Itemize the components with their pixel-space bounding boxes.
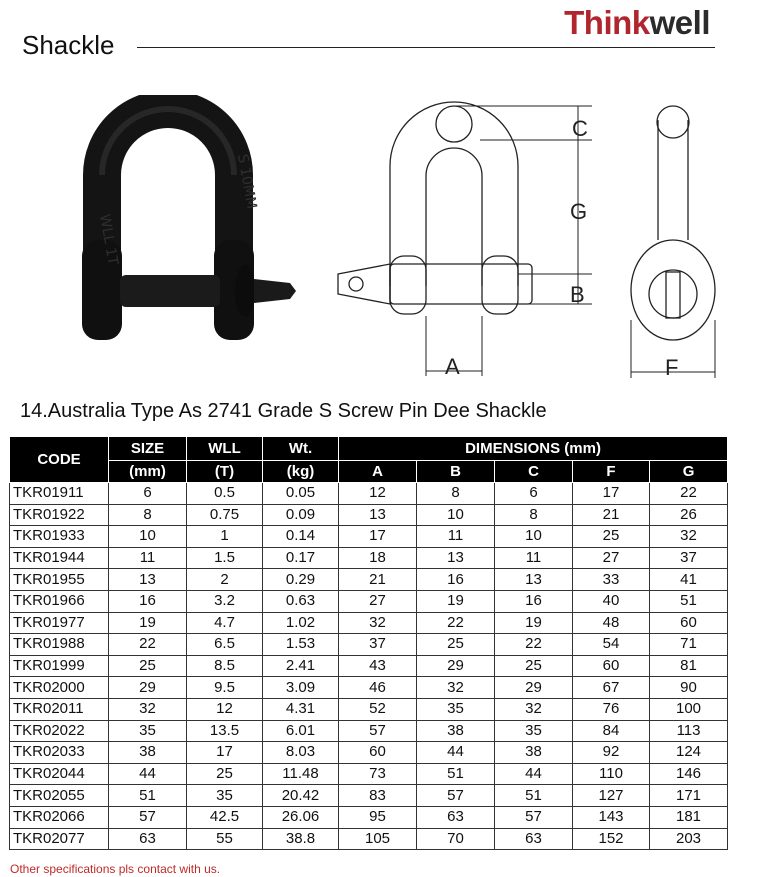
table-cell: 63 (495, 828, 573, 850)
brand-logo-part1: Think (564, 4, 650, 41)
table-cell: 48 (573, 612, 650, 634)
table-cell: 6.5 (187, 634, 263, 656)
svg-text:WLL 1T: WLL 1T (96, 212, 121, 267)
table-cell: 0.14 (263, 526, 339, 548)
table-cell: 57 (109, 806, 187, 828)
table-cell: 95 (339, 806, 417, 828)
brand-logo-part2: well (649, 4, 710, 41)
table-cell: 25 (109, 655, 187, 677)
table-cell: 32 (339, 612, 417, 634)
table-row (10, 612, 728, 634)
table-cell: 8.5 (187, 655, 263, 677)
table-cell: 181 (650, 806, 728, 828)
table-cell: TKR01955 (10, 569, 109, 591)
table-cell: 152 (573, 828, 650, 850)
table-cell: 105 (339, 828, 417, 850)
header-weight-unit: (kg) (263, 461, 339, 483)
table-cell: 19 (495, 612, 573, 634)
table-cell: 60 (650, 612, 728, 634)
table-cell: 20.42 (263, 785, 339, 807)
table-cell: TKR01999 (10, 655, 109, 677)
table-cell: 3.09 (263, 677, 339, 699)
table-cell: 17 (187, 742, 263, 764)
table-cell: 54 (573, 634, 650, 656)
header-wll-unit: (T) (187, 461, 263, 483)
table-cell: 51 (417, 763, 495, 785)
table-cell: 13 (495, 569, 573, 591)
table-cell: 21 (573, 504, 650, 526)
table-cell: 38 (109, 742, 187, 764)
table-cell: 124 (650, 742, 728, 764)
table-cell: 25 (573, 526, 650, 548)
table-cell: 51 (109, 785, 187, 807)
table-cell: 29 (109, 677, 187, 699)
table-cell: 32 (417, 677, 495, 699)
table-cell: 63 (109, 828, 187, 850)
table-cell: TKR02000 (10, 677, 109, 699)
header-code: CODE (10, 437, 109, 483)
table-row (10, 590, 728, 612)
table-cell: 57 (339, 720, 417, 742)
table-row (10, 806, 728, 828)
table-cell: 60 (339, 742, 417, 764)
table-cell: 0.05 (263, 483, 339, 505)
table-cell: 38 (417, 720, 495, 742)
table-cell: 1.53 (263, 634, 339, 656)
table-cell: TKR01988 (10, 634, 109, 656)
table-cell: TKR01944 (10, 547, 109, 569)
table-cell: 35 (495, 720, 573, 742)
table-cell: 71 (650, 634, 728, 656)
table-cell: 11 (109, 547, 187, 569)
table-cell: 22 (650, 483, 728, 505)
table-cell: 16 (495, 590, 573, 612)
table-cell: 40 (573, 590, 650, 612)
table-row (10, 785, 728, 807)
table-cell: 63 (417, 806, 495, 828)
table-cell: 67 (573, 677, 650, 699)
table-cell: 19 (109, 612, 187, 634)
header-wll: WLL (187, 437, 263, 461)
table-cell: 19 (417, 590, 495, 612)
table-cell: 25 (187, 763, 263, 785)
table-cell: 0.17 (263, 547, 339, 569)
table-cell: TKR01911 (10, 483, 109, 505)
table-cell: 16 (109, 590, 187, 612)
header-dim-c: C (495, 461, 573, 483)
table-cell: 27 (339, 590, 417, 612)
table-cell: TKR01933 (10, 526, 109, 548)
table-cell: 0.75 (187, 504, 263, 526)
table-cell: TKR02066 (10, 806, 109, 828)
table-cell: 73 (339, 763, 417, 785)
table-cell: 27 (573, 547, 650, 569)
header-dim-b: B (417, 461, 495, 483)
table-cell: 29 (495, 677, 573, 699)
table-cell: 26.06 (263, 806, 339, 828)
table-row (10, 742, 728, 764)
table-cell: 25 (417, 634, 495, 656)
table-cell: 9.5 (187, 677, 263, 699)
table-cell: 84 (573, 720, 650, 742)
svg-text:S 10MM: S 10MM (234, 152, 260, 211)
header-weight: Wt. (263, 437, 339, 461)
table-cell: 11.48 (263, 763, 339, 785)
table-cell: 37 (650, 547, 728, 569)
table-cell: TKR01922 (10, 504, 109, 526)
table-cell: 33 (573, 569, 650, 591)
table-cell: 3.2 (187, 590, 263, 612)
table-row (10, 677, 728, 699)
table-cell: 10 (495, 526, 573, 548)
table-cell: 0.63 (263, 590, 339, 612)
table-cell: 6 (495, 483, 573, 505)
shackle-photo (60, 95, 310, 370)
dimension-label-a: A (445, 354, 460, 379)
table-cell: 13 (339, 504, 417, 526)
header-size: SIZE (109, 437, 187, 461)
table-cell: 29 (417, 655, 495, 677)
table-cell: 92 (573, 742, 650, 764)
table-cell: 22 (417, 612, 495, 634)
dimension-label-c: C (572, 116, 588, 141)
table-cell: 18 (339, 547, 417, 569)
brand-logo (564, 4, 710, 42)
table-cell: 37 (339, 634, 417, 656)
table-cell: 44 (109, 763, 187, 785)
table-cell: 100 (650, 698, 728, 720)
table-cell: 0.09 (263, 504, 339, 526)
table-cell: 60 (573, 655, 650, 677)
page-title: Shackle (22, 30, 115, 60)
table-cell: 203 (650, 828, 728, 850)
table-cell: 1 (187, 526, 263, 548)
table-cell: 2 (187, 569, 263, 591)
table-cell: TKR02022 (10, 720, 109, 742)
header-dim-g: G (650, 461, 728, 483)
table-cell: 143 (573, 806, 650, 828)
table-cell: 83 (339, 785, 417, 807)
dimension-label-b: B (570, 282, 585, 307)
table-row (10, 828, 728, 850)
table-cell: 32 (650, 526, 728, 548)
table-row (10, 634, 728, 656)
header-dim-f: F (573, 461, 650, 483)
table-cell: 113 (650, 720, 728, 742)
dimension-label-g: G (570, 199, 588, 224)
table-cell: TKR02077 (10, 828, 109, 850)
table-row (10, 720, 728, 742)
table-cell: 52 (339, 698, 417, 720)
table-cell: 46 (339, 677, 417, 699)
table-cell: 13.5 (187, 720, 263, 742)
side-view-drawing (628, 100, 728, 380)
table-cell: 35 (417, 698, 495, 720)
table-cell: 43 (339, 655, 417, 677)
table-row (10, 763, 728, 785)
table-cell: 1.5 (187, 547, 263, 569)
table-cell: 70 (417, 828, 495, 850)
table-cell: 22 (495, 634, 573, 656)
table-cell: 8 (109, 504, 187, 526)
table-row (10, 547, 728, 569)
table-cell: TKR01977 (10, 612, 109, 634)
table-cell: 81 (650, 655, 728, 677)
table-row (10, 698, 728, 720)
table-cell: 35 (187, 785, 263, 807)
table-cell: 17 (339, 526, 417, 548)
table-cell: 21 (339, 569, 417, 591)
table-cell: TKR02033 (10, 742, 109, 764)
table-cell: 110 (573, 763, 650, 785)
table-cell: 57 (495, 806, 573, 828)
table-cell: TKR02044 (10, 763, 109, 785)
table-cell: 55 (187, 828, 263, 850)
table-cell: 57 (417, 785, 495, 807)
table-cell: 11 (495, 547, 573, 569)
header-size-unit: (mm) (109, 461, 187, 483)
spec-table-body (10, 483, 728, 850)
table-cell: 127 (573, 785, 650, 807)
title-divider (137, 47, 715, 48)
table-cell: 0.29 (263, 569, 339, 591)
table-cell: 4.7 (187, 612, 263, 634)
table-cell: 26 (650, 504, 728, 526)
table-cell: 17 (573, 483, 650, 505)
table-cell: TKR02055 (10, 785, 109, 807)
table-row (10, 569, 728, 591)
table-row (10, 504, 728, 526)
table-cell: TKR01966 (10, 590, 109, 612)
table-cell: 10 (417, 504, 495, 526)
spec-table (9, 436, 728, 850)
table-cell: 51 (650, 590, 728, 612)
table-cell: 10 (109, 526, 187, 548)
table-cell: 8 (417, 483, 495, 505)
table-cell: 32 (109, 698, 187, 720)
header-dim-a: A (339, 461, 417, 483)
table-cell: 76 (573, 698, 650, 720)
table-cell: 171 (650, 785, 728, 807)
table-row (10, 655, 728, 677)
table-cell: 6 (109, 483, 187, 505)
table-cell: 38 (495, 742, 573, 764)
front-view-drawing (330, 96, 600, 381)
table-cell: 2.41 (263, 655, 339, 677)
table-cell: 4.31 (263, 698, 339, 720)
table-cell: 11 (417, 526, 495, 548)
dimension-label-f: F (665, 355, 679, 380)
table-cell: 51 (495, 785, 573, 807)
header-dimensions: DIMENSIONS (mm) (339, 437, 728, 461)
table-cell: 25 (495, 655, 573, 677)
table-cell: 13 (109, 569, 187, 591)
table-cell: 16 (417, 569, 495, 591)
table-cell: 8 (495, 504, 573, 526)
table-cell: TKR02011 (10, 698, 109, 720)
table-cell: 90 (650, 677, 728, 699)
product-subtitle: 14.Australia Type As 2741 Grade S Screw Pin Dee Shackle (20, 400, 547, 422)
table-cell: 6.01 (263, 720, 339, 742)
footer-note: Other specifications pls contact with us. (10, 862, 221, 876)
table-cell: 146 (650, 763, 728, 785)
table-cell: 22 (109, 634, 187, 656)
table-cell: 8.03 (263, 742, 339, 764)
table-cell: 38.8 (263, 828, 339, 850)
table-cell: 1.02 (263, 612, 339, 634)
table-cell: 44 (417, 742, 495, 764)
table-cell: 12 (339, 483, 417, 505)
table-cell: 12 (187, 698, 263, 720)
table-cell: 35 (109, 720, 187, 742)
table-cell: 42.5 (187, 806, 263, 828)
table-cell: 41 (650, 569, 728, 591)
table-cell: 13 (417, 547, 495, 569)
table-row (10, 483, 728, 505)
table-cell: 44 (495, 763, 573, 785)
table-row (10, 526, 728, 548)
table-cell: 0.5 (187, 483, 263, 505)
table-cell: 32 (495, 698, 573, 720)
